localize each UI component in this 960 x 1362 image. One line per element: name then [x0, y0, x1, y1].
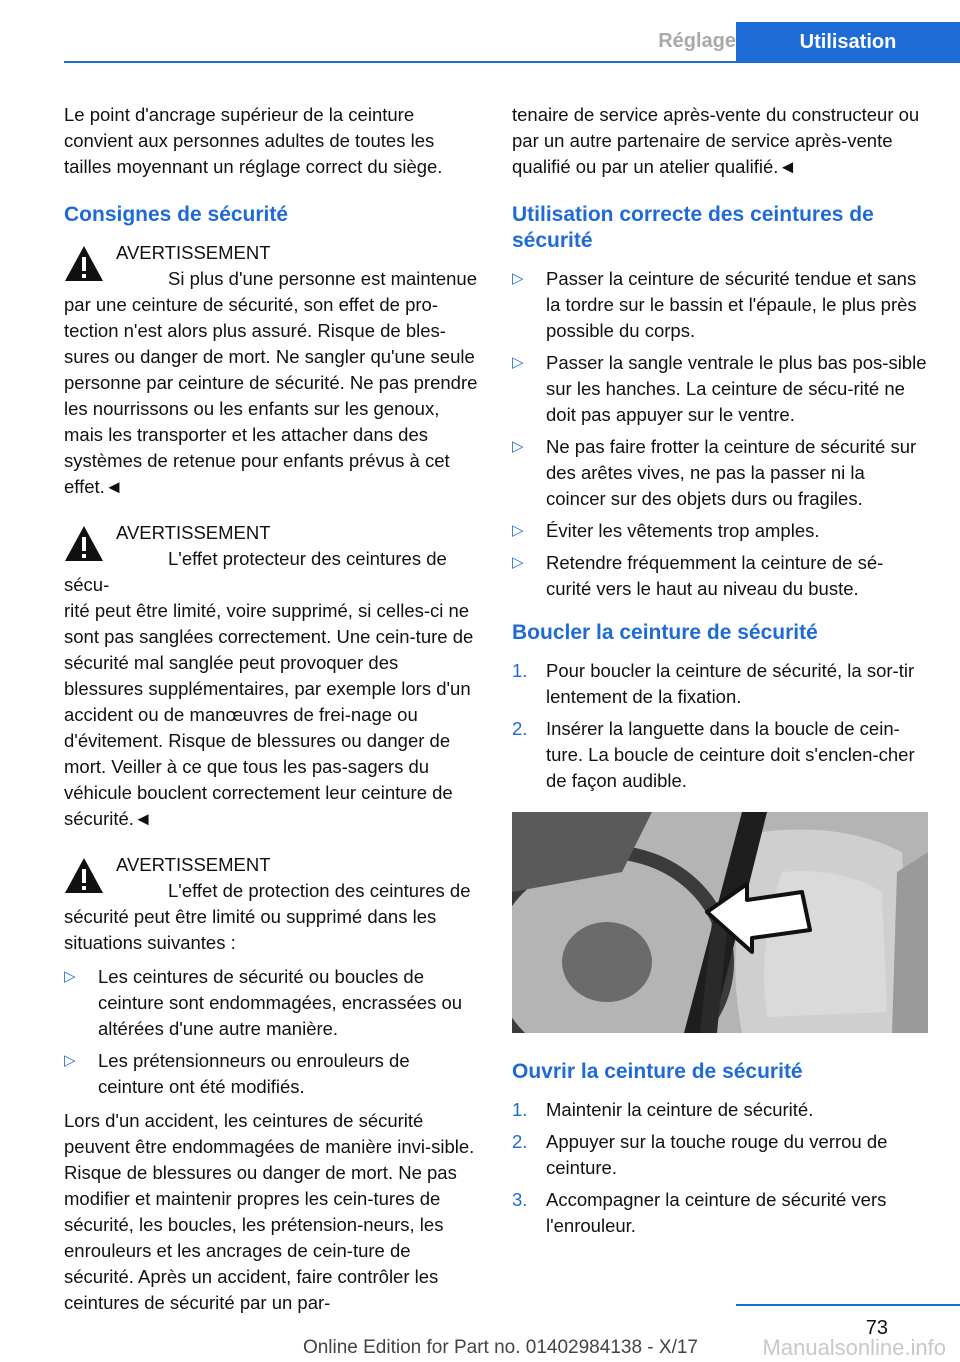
- step-text: Appuyer sur la touche rouge du verrou de ceinture.: [546, 1131, 888, 1178]
- warning-title: AVERTISSEMENT: [116, 242, 271, 263]
- triangle-bullet-icon: ▷: [512, 522, 524, 539]
- triangle-bullet-icon: ▷: [512, 438, 524, 455]
- warning-body: rité peut être limité, voire supprimé, si celles-ci ne sont pas sanglées correctement. Une cein-ture de sécurité mal sanglée peut provoquer des blessures supplémentaires, par exemple lors d'un accident ou de manœuvres de frei-nage ou d'évitement. Risque de blessures ou danger de mort. Veiller à ce que tous les pas-sagers du véhicule bouclent correctement leur ceinture de sécurité.◄: [64, 600, 474, 829]
- page-header: [0, 0, 960, 62]
- step-item: [512, 1187, 928, 1239]
- warning-closing: Lors d'un accident, les ceintures de sécurité peuvent être endommagées de manière invi-sible. Risque de blessures ou danger de mort. Ne pas modifier et maintenir propres les cein-tures de sécurité, les boucles, les prétension-neurs, les enrouleurs et les ancrages de cein-ture de sécurité. Après un accident, faire contrôler les ceintures de sécurité par un par-: [64, 1110, 475, 1313]
- warning-triangle-icon: [64, 244, 104, 284]
- warning-list: [64, 964, 480, 1100]
- step-text: Pour boucler la ceinture de sécurité, la sor-tir lentement de la fixation.: [546, 660, 915, 707]
- step-item: [512, 658, 928, 710]
- warning-first-line: L'effet protecteur des ceintures de sécu-: [64, 548, 447, 595]
- list-item: [512, 350, 928, 428]
- page-number: 73: [865, 1317, 888, 1339]
- watermark-logo: Manualsonline.info: [762, 1335, 946, 1360]
- warning-body: sécurité peut être limité ou supprimé dans les situations suivantes :: [64, 906, 437, 953]
- unbuckle-steps: [512, 1097, 928, 1239]
- step-number: 1.: [512, 1099, 528, 1120]
- seatbelt-illustration: [512, 812, 928, 1033]
- tab-utilisation[interactable]: [736, 22, 960, 62]
- triangle-bullet-icon: ▷: [512, 554, 524, 571]
- list-item-text: Les prétensionneurs ou enrouleurs de ceinture ont été modifiés.: [98, 1050, 410, 1097]
- warning-2: [64, 520, 480, 832]
- list-item: [64, 1048, 480, 1100]
- heading-safety: Consignes de sécurité: [64, 203, 289, 226]
- warning-title: AVERTISSEMENT: [116, 854, 271, 875]
- tab-reglage[interactable]: Réglage: [658, 30, 736, 52]
- left-column: [64, 102, 480, 1336]
- buckle-steps: [512, 658, 928, 794]
- step-item: [512, 716, 928, 794]
- list-item-text: Retendre fréquemment la ceinture de sé-curité vers le haut au niveau du buste.: [546, 552, 884, 599]
- continuation-paragraph: tenaire de service après-vente du constructeur ou par un autre partenaire de service après-vente qualifié ou par un atelier qualifié.◄: [512, 104, 920, 177]
- warning-first-line: L'effet de protection des ceintures de: [168, 880, 471, 901]
- correct-use-list: [512, 266, 928, 602]
- list-item: [512, 434, 928, 512]
- warning-triangle-icon: [64, 856, 104, 896]
- list-item: [512, 550, 928, 602]
- list-item-text: Passer la sangle ventrale le plus bas pos-sible sur les hanches. La ceinture de sécu-rité ne doit pas appuyer sur le ventre.: [546, 352, 927, 425]
- right-column: [512, 102, 928, 1247]
- header-rule: [64, 61, 960, 63]
- warning-first-line: Si plus d'une personne est maintenue: [168, 268, 477, 289]
- seatbelt-photo-icon: [512, 812, 928, 1033]
- warning-triangle-icon: [64, 524, 104, 564]
- list-item-text: Les ceintures de sécurité ou boucles de ceinture sont endommagées, encrassées ou altérées d'une autre manière.: [98, 966, 463, 1039]
- step-number: 3.: [512, 1189, 528, 1210]
- step-number: 2.: [512, 718, 528, 739]
- intro-paragraph: Le point d'ancrage supérieur de la ceinture convient aux personnes adultes de toutes les tailles moyennant un réglage correct du siège.: [64, 104, 443, 177]
- footer-rule: [736, 1304, 960, 1306]
- step-item: [512, 1097, 928, 1123]
- list-item: [512, 518, 928, 544]
- list-item: [64, 964, 480, 1042]
- step-text: Maintenir la ceinture de sécurité.: [546, 1099, 814, 1120]
- warning-body: par une ceinture de sécurité, son effet de pro-tection n'est alors plus assuré. Risque de bles-sures ou danger de mort. Ne sangler qu'une seule personne par ceinture de sécurité. Ne pas prendre les nourrissons ou les enfants sur les genoux, mais les transporter et les attacher dans des systèmes de retenue pour enfants prévus à cet effet.◄: [64, 294, 478, 497]
- triangle-bullet-icon: ▷: [64, 968, 76, 985]
- warning-1: [64, 240, 480, 500]
- step-text: Accompagner la ceinture de sécurité vers l'enrouleur.: [546, 1189, 887, 1236]
- triangle-bullet-icon: ▷: [64, 1052, 76, 1069]
- step-number: 1.: [512, 660, 528, 681]
- heading-correct-use: Utilisation correcte des ceintures de sécurité: [512, 203, 874, 252]
- warning-title: AVERTISSEMENT: [116, 522, 271, 543]
- list-item-text: Éviter les vêtements trop amples.: [546, 520, 820, 541]
- edition-note: Online Edition for Part no. 01402984138 - X/17: [302, 1337, 698, 1358]
- step-item: [512, 1129, 928, 1181]
- step-text: Insérer la languette dans la boucle de cein-ture. La boucle de ceinture doit s'enclen-cher de façon audible.: [546, 718, 915, 791]
- list-item-text: Passer la ceinture de sécurité tendue et sans la tordre sur le bassin et l'épaule, le plus près possible du corps.: [546, 268, 917, 341]
- heading-buckle: Boucler la ceinture de sécurité: [512, 621, 818, 644]
- triangle-bullet-icon: ▷: [512, 354, 524, 371]
- heading-unbuckle: Ouvrir la ceinture de sécurité: [512, 1060, 803, 1083]
- triangle-bullet-icon: ▷: [512, 270, 524, 287]
- step-number: 2.: [512, 1131, 528, 1152]
- list-item-text: Ne pas faire frotter la ceinture de sécurité sur des arêtes vives, ne pas la passer ni la coincer sur des objets durs ou fragiles.: [546, 436, 917, 509]
- list-item: [512, 266, 928, 344]
- tab-utilisation-label: Utilisation: [799, 30, 897, 53]
- warning-3: [64, 852, 480, 1316]
